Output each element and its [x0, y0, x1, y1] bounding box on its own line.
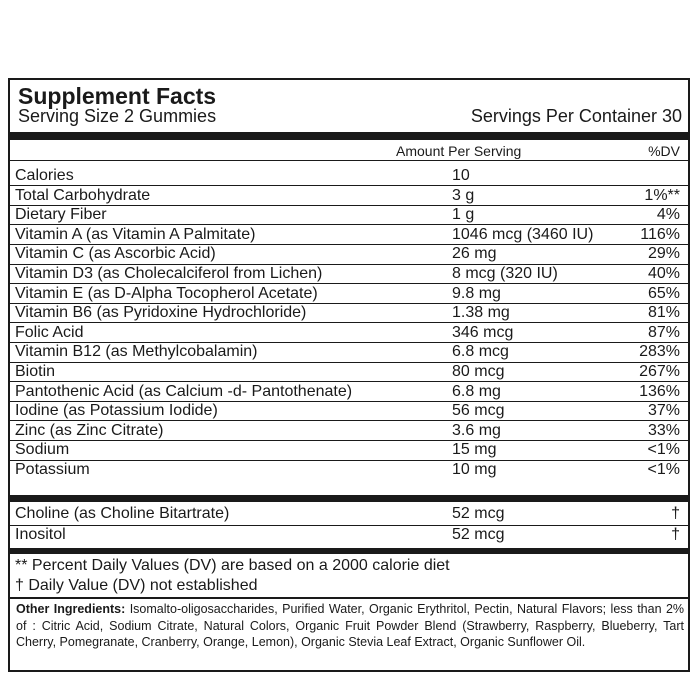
nutrient-name: Potassium: [15, 461, 90, 478]
nutrient-name: Zinc (as Zinc Citrate): [15, 421, 164, 439]
nutrient-amount: 26 mg: [452, 245, 497, 263]
table-row: [10, 342, 688, 362]
table-row: [10, 323, 688, 343]
nutrient-amount: 1 g: [452, 206, 475, 224]
nutrient-name: Biotin: [15, 363, 56, 380]
nutrient-dv: †: [671, 526, 680, 543]
column-header-divider: [10, 160, 688, 161]
nutrient-name: Vitamin D3 (as Cholecalciferol from Lichen): [15, 265, 323, 282]
table-row: [10, 401, 688, 421]
nutrient-amount: 3 g: [452, 186, 475, 204]
table-row: [10, 421, 688, 441]
nutrient-amount: 6.8 mg: [452, 382, 501, 400]
nutrient-dv: 81%: [647, 304, 680, 322]
nutrient-amount: 10: [452, 167, 470, 184]
header-divider: [10, 132, 688, 140]
dv-column-header: %DV: [648, 143, 680, 159]
nutrient-dv: 40%: [647, 265, 680, 282]
other-ingredients: [16, 601, 684, 651]
nutrient-dv: <1%: [647, 461, 680, 478]
nutrient-amount: 52 mcg: [452, 505, 505, 522]
nutrient-amount: 1046 mcg (3460 IU): [452, 225, 594, 243]
table-row: [10, 362, 688, 382]
supplement-facts-panel: [8, 78, 690, 672]
nutrient-dv: 267%: [639, 363, 680, 380]
nutrient-dv: 37%: [647, 402, 680, 420]
nutrient-dv: 87%: [647, 323, 680, 341]
nutrient-amount: 56 mcg: [452, 402, 505, 420]
nutrient-name: Dietary Fiber: [15, 206, 107, 224]
nutrient-name: Total Carbohydrate: [15, 186, 151, 204]
nutrient-dv: 116%: [640, 225, 680, 243]
nutrient-amount: 80 mcg: [452, 363, 505, 380]
nutrient-amount: 9.8 mg: [452, 284, 501, 302]
dv-footnote: ** Percent Daily Values (DV) are based on a 2000 calorie diet: [15, 557, 450, 574]
nutrient-dv: †: [671, 505, 680, 522]
nutrient-name: Choline (as Choline Bitartrate): [15, 505, 230, 522]
nutrient-amount: 15 mg: [452, 441, 497, 459]
nutrient-name: Vitamin B12 (as Methylcobalamin): [15, 343, 258, 361]
panel-title: Supplement Facts: [18, 83, 217, 109]
nutrient-dv: 283%: [639, 343, 680, 361]
nutrient-amount: 6.8 mcg: [452, 343, 509, 361]
nutrient-amount: 1.38 mg: [452, 304, 510, 322]
nutrient-amount: 8 mcg (320 IU): [452, 265, 558, 282]
nutrient-amount: 3.6 mg: [452, 421, 501, 439]
nutrient-dv: 65%: [647, 284, 680, 302]
table-row: [10, 264, 688, 284]
nutrient-name: Iodine (as Potassium Iodide): [15, 402, 218, 420]
nutrient-name: Vitamin B6 (as Pyridoxine Hydrochloride): [15, 304, 307, 322]
amount-column-header: Amount Per Serving: [396, 143, 522, 159]
table-row: [10, 303, 688, 323]
section-divider: [10, 495, 688, 502]
nutrient-name: Vitamin A (as Vitamin A Palmitate): [15, 225, 256, 243]
table-row: [10, 225, 688, 245]
table-row: [10, 244, 688, 264]
nutrient-name: Folic Acid: [15, 323, 84, 341]
nutrient-dv: <1%: [647, 441, 680, 459]
table-row: [10, 284, 688, 304]
nutrient-name: Vitamin E (as D-Alpha Tocopherol Acetate): [15, 284, 318, 302]
other-ingredients-text: Isomalto-oligosaccharides, Purified Water, Organic Erythritol, Pectin, Natural Flavors; less than 2% of : Citric Acid, Sodium Citrate, Natural Colors, Organic Fruit Powder Blend (Strawberry, Raspberry, Blueberry, Tart Cherry, Pomegranate, Cranberry, Orange, Lemon), Organic Stevia Leaf Extract, Organic Sunflower Oil.: [16, 602, 685, 650]
nutrient-dv: 29%: [647, 245, 680, 263]
footnote-divider: [10, 548, 688, 554]
nutrient-name: Vitamin C (as Ascorbic Acid): [15, 245, 216, 263]
ingredients-divider: [10, 597, 688, 599]
nutrient-amount: 10 mg: [452, 461, 497, 478]
nutrient-name: Pantothenic Acid (as Calcium -d- Pantothenate): [15, 382, 353, 400]
table-row: [10, 205, 688, 225]
nutrient-amount: 346 mcg: [452, 323, 514, 341]
servings-per-container: Servings Per Container 30: [470, 106, 682, 126]
table-row: [10, 525, 688, 545]
other-ingredients-label: Other Ingredients:: [16, 602, 126, 616]
serving-size: Serving Size 2 Gummies: [18, 106, 217, 126]
table-row: [10, 460, 688, 480]
table-row: [10, 440, 688, 460]
nutrient-name: Inositol: [15, 526, 66, 543]
nutrient-amount: 52 mcg: [452, 526, 505, 543]
nutrient-name: Sodium: [15, 441, 70, 459]
dagger-footnote: † Daily Value (DV) not established: [15, 577, 258, 594]
nutrient-name: Calories: [15, 167, 74, 184]
table-row: [10, 382, 688, 402]
nutrient-dv: 136%: [639, 382, 680, 400]
nutrient-dv: 1%**: [644, 186, 680, 204]
nutrient-dv: 4%: [656, 206, 680, 224]
table-row: [10, 186, 688, 206]
nutrient-dv: 33%: [647, 421, 680, 439]
table-row: [10, 504, 688, 524]
table-row: [10, 166, 688, 186]
